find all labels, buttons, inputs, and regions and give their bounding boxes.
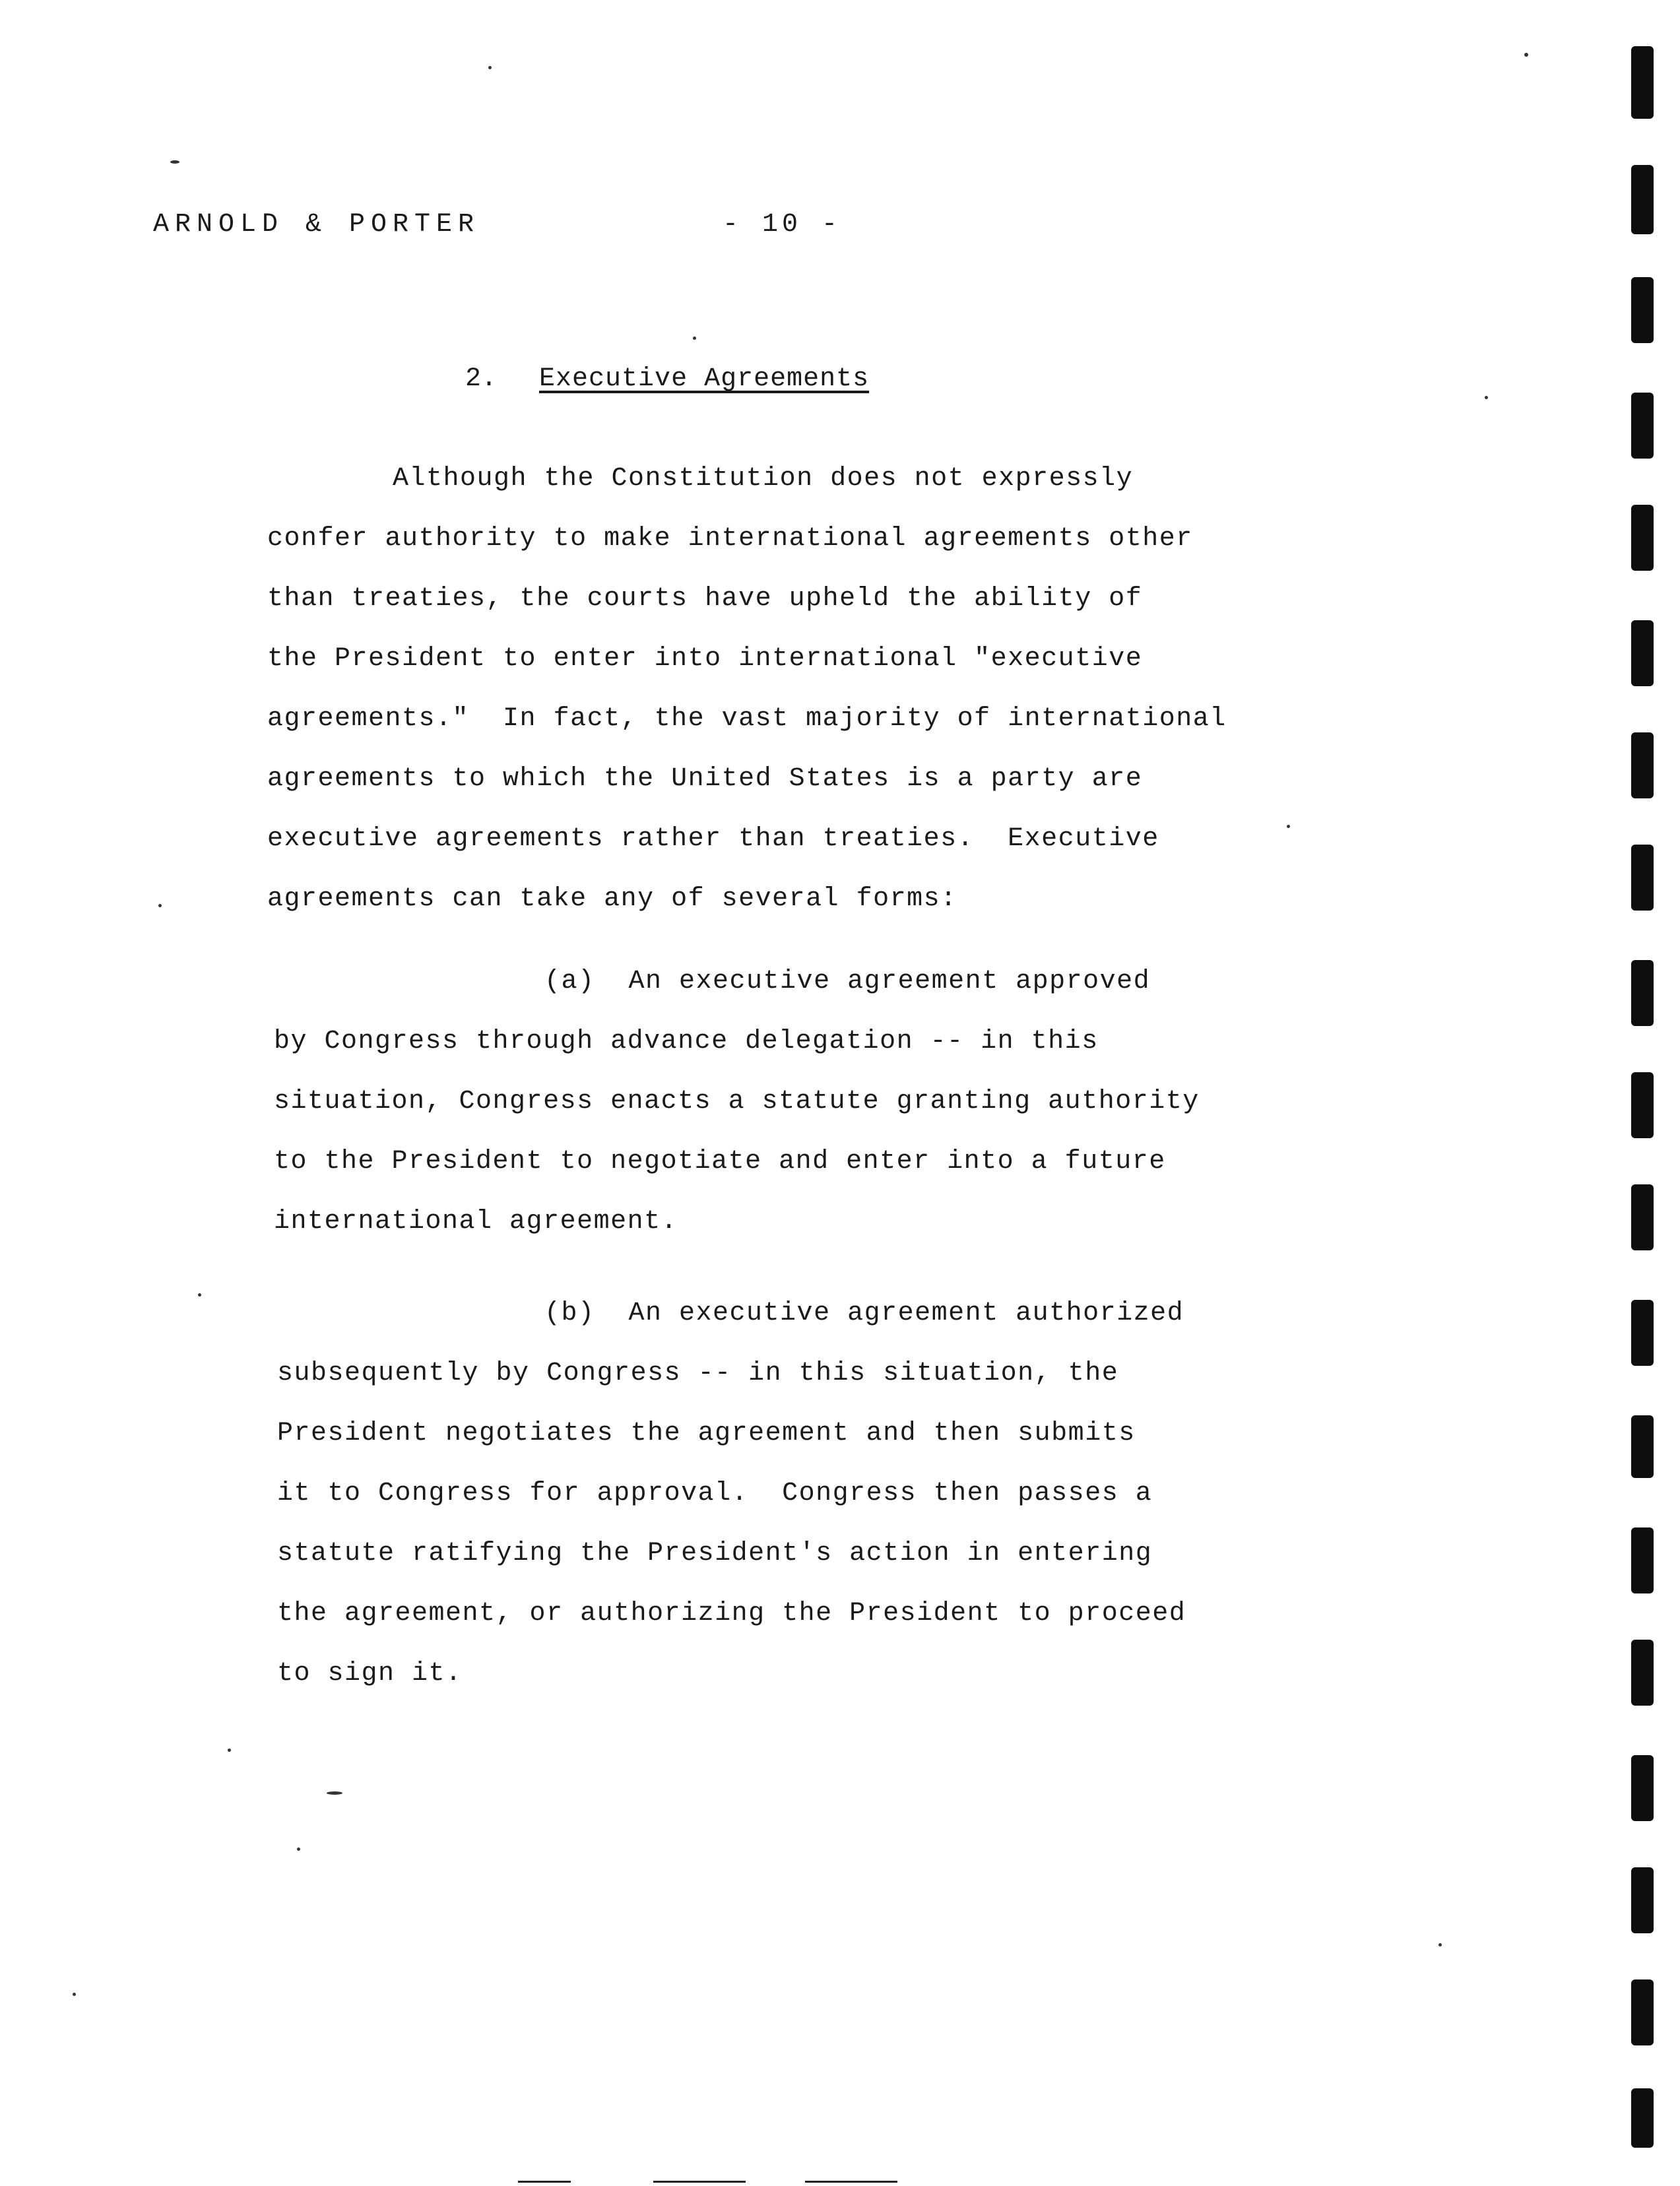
binding-mark	[1631, 1415, 1654, 1478]
scan-speck	[1485, 396, 1488, 399]
paragraph-line: international agreement.	[274, 1207, 678, 1237]
letterhead-firm-name: ARNOLD & PORTER	[153, 210, 480, 240]
paragraph-line: to sign it.	[277, 1659, 463, 1688]
scan-speck	[1438, 1943, 1442, 1946]
section-title: Executive Agreements	[539, 364, 870, 394]
binding-mark	[1631, 46, 1654, 119]
paragraph-line: agreements to which the United States is a party are	[267, 764, 1143, 794]
paragraph-item-a	[274, 951, 1200, 1252]
binding-mark	[1631, 1755, 1654, 1821]
paragraph-line: subsequently by Congress -- in this situation, the	[277, 1359, 1119, 1388]
scan-speck	[1524, 53, 1528, 57]
paragraph-line: the agreement, or authorizing the President to proceed	[277, 1599, 1186, 1628]
paragraph-line: executive agreements rather than treaties. Executive	[267, 824, 1159, 854]
binding-mark	[1631, 1300, 1654, 1366]
scan-speck	[327, 1791, 342, 1795]
binding-mark	[1631, 1072, 1654, 1138]
bottom-rule	[805, 2181, 897, 2183]
paragraph-line: statute ratifying the President's action in entering	[277, 1539, 1153, 1568]
binding-mark	[1631, 277, 1654, 343]
scan-speck	[198, 1293, 201, 1297]
scan-speck	[693, 337, 696, 340]
binding-mark	[1631, 845, 1654, 911]
page-number: - 10 -	[723, 210, 842, 240]
paragraph-line: (b) An executive agreement authorized	[544, 1299, 1184, 1328]
paragraph-line: situation, Congress enacts a statute granting authority	[274, 1087, 1200, 1116]
binding-mark	[1631, 960, 1654, 1026]
scan-speck	[297, 1848, 300, 1851]
paragraph-line: Although the Constitution does not expressly	[393, 464, 1134, 494]
binding-mark	[1631, 1184, 1654, 1250]
paragraph-line: the President to enter into international "executive	[267, 644, 1143, 674]
binding-mark	[1631, 732, 1654, 798]
binding-mark	[1631, 393, 1654, 459]
paragraph-line: than treaties, the courts have upheld the ability of	[267, 584, 1143, 614]
binding-mark	[1631, 1527, 1654, 1593]
binding-mark	[1631, 1867, 1654, 1933]
bottom-rule	[518, 2181, 571, 2183]
binding-mark	[1631, 620, 1654, 686]
scan-speck	[158, 904, 162, 907]
paragraph-line: it to Congress for approval. Congress then passes a	[277, 1479, 1153, 1508]
scan-speck	[1287, 825, 1290, 828]
section-heading	[465, 364, 869, 394]
scan-speck	[488, 66, 492, 69]
binding-mark	[1631, 1979, 1654, 2045]
binding-mark	[1631, 165, 1654, 234]
paragraph-line: by Congress through advance delegation -- in this	[274, 1027, 1099, 1056]
binding-mark	[1631, 2088, 1654, 2148]
paragraph-line: agreements." In fact, the vast majority of international	[267, 704, 1227, 734]
scan-speck	[228, 1749, 231, 1752]
paragraph-line: President negotiates the agreement and then submits	[277, 1419, 1136, 1448]
paragraph-line: (a) An executive agreement approved	[544, 967, 1151, 996]
paragraph-line: to the President to negotiate and enter into a future	[274, 1147, 1166, 1176]
paragraph-intro	[267, 449, 1227, 929]
paragraph-line: confer authority to make international agreements other	[267, 524, 1193, 554]
paragraph-item-b	[277, 1283, 1186, 1704]
scan-speck	[170, 160, 179, 164]
scan-speck	[73, 1993, 76, 1996]
bottom-rule	[653, 2181, 746, 2183]
binding-edge-marks	[1629, 40, 1658, 2151]
paragraph-line: agreements can take any of several forms:	[267, 884, 957, 914]
binding-mark	[1631, 1640, 1654, 1706]
section-number: 2.	[465, 364, 498, 394]
binding-mark	[1631, 505, 1654, 571]
